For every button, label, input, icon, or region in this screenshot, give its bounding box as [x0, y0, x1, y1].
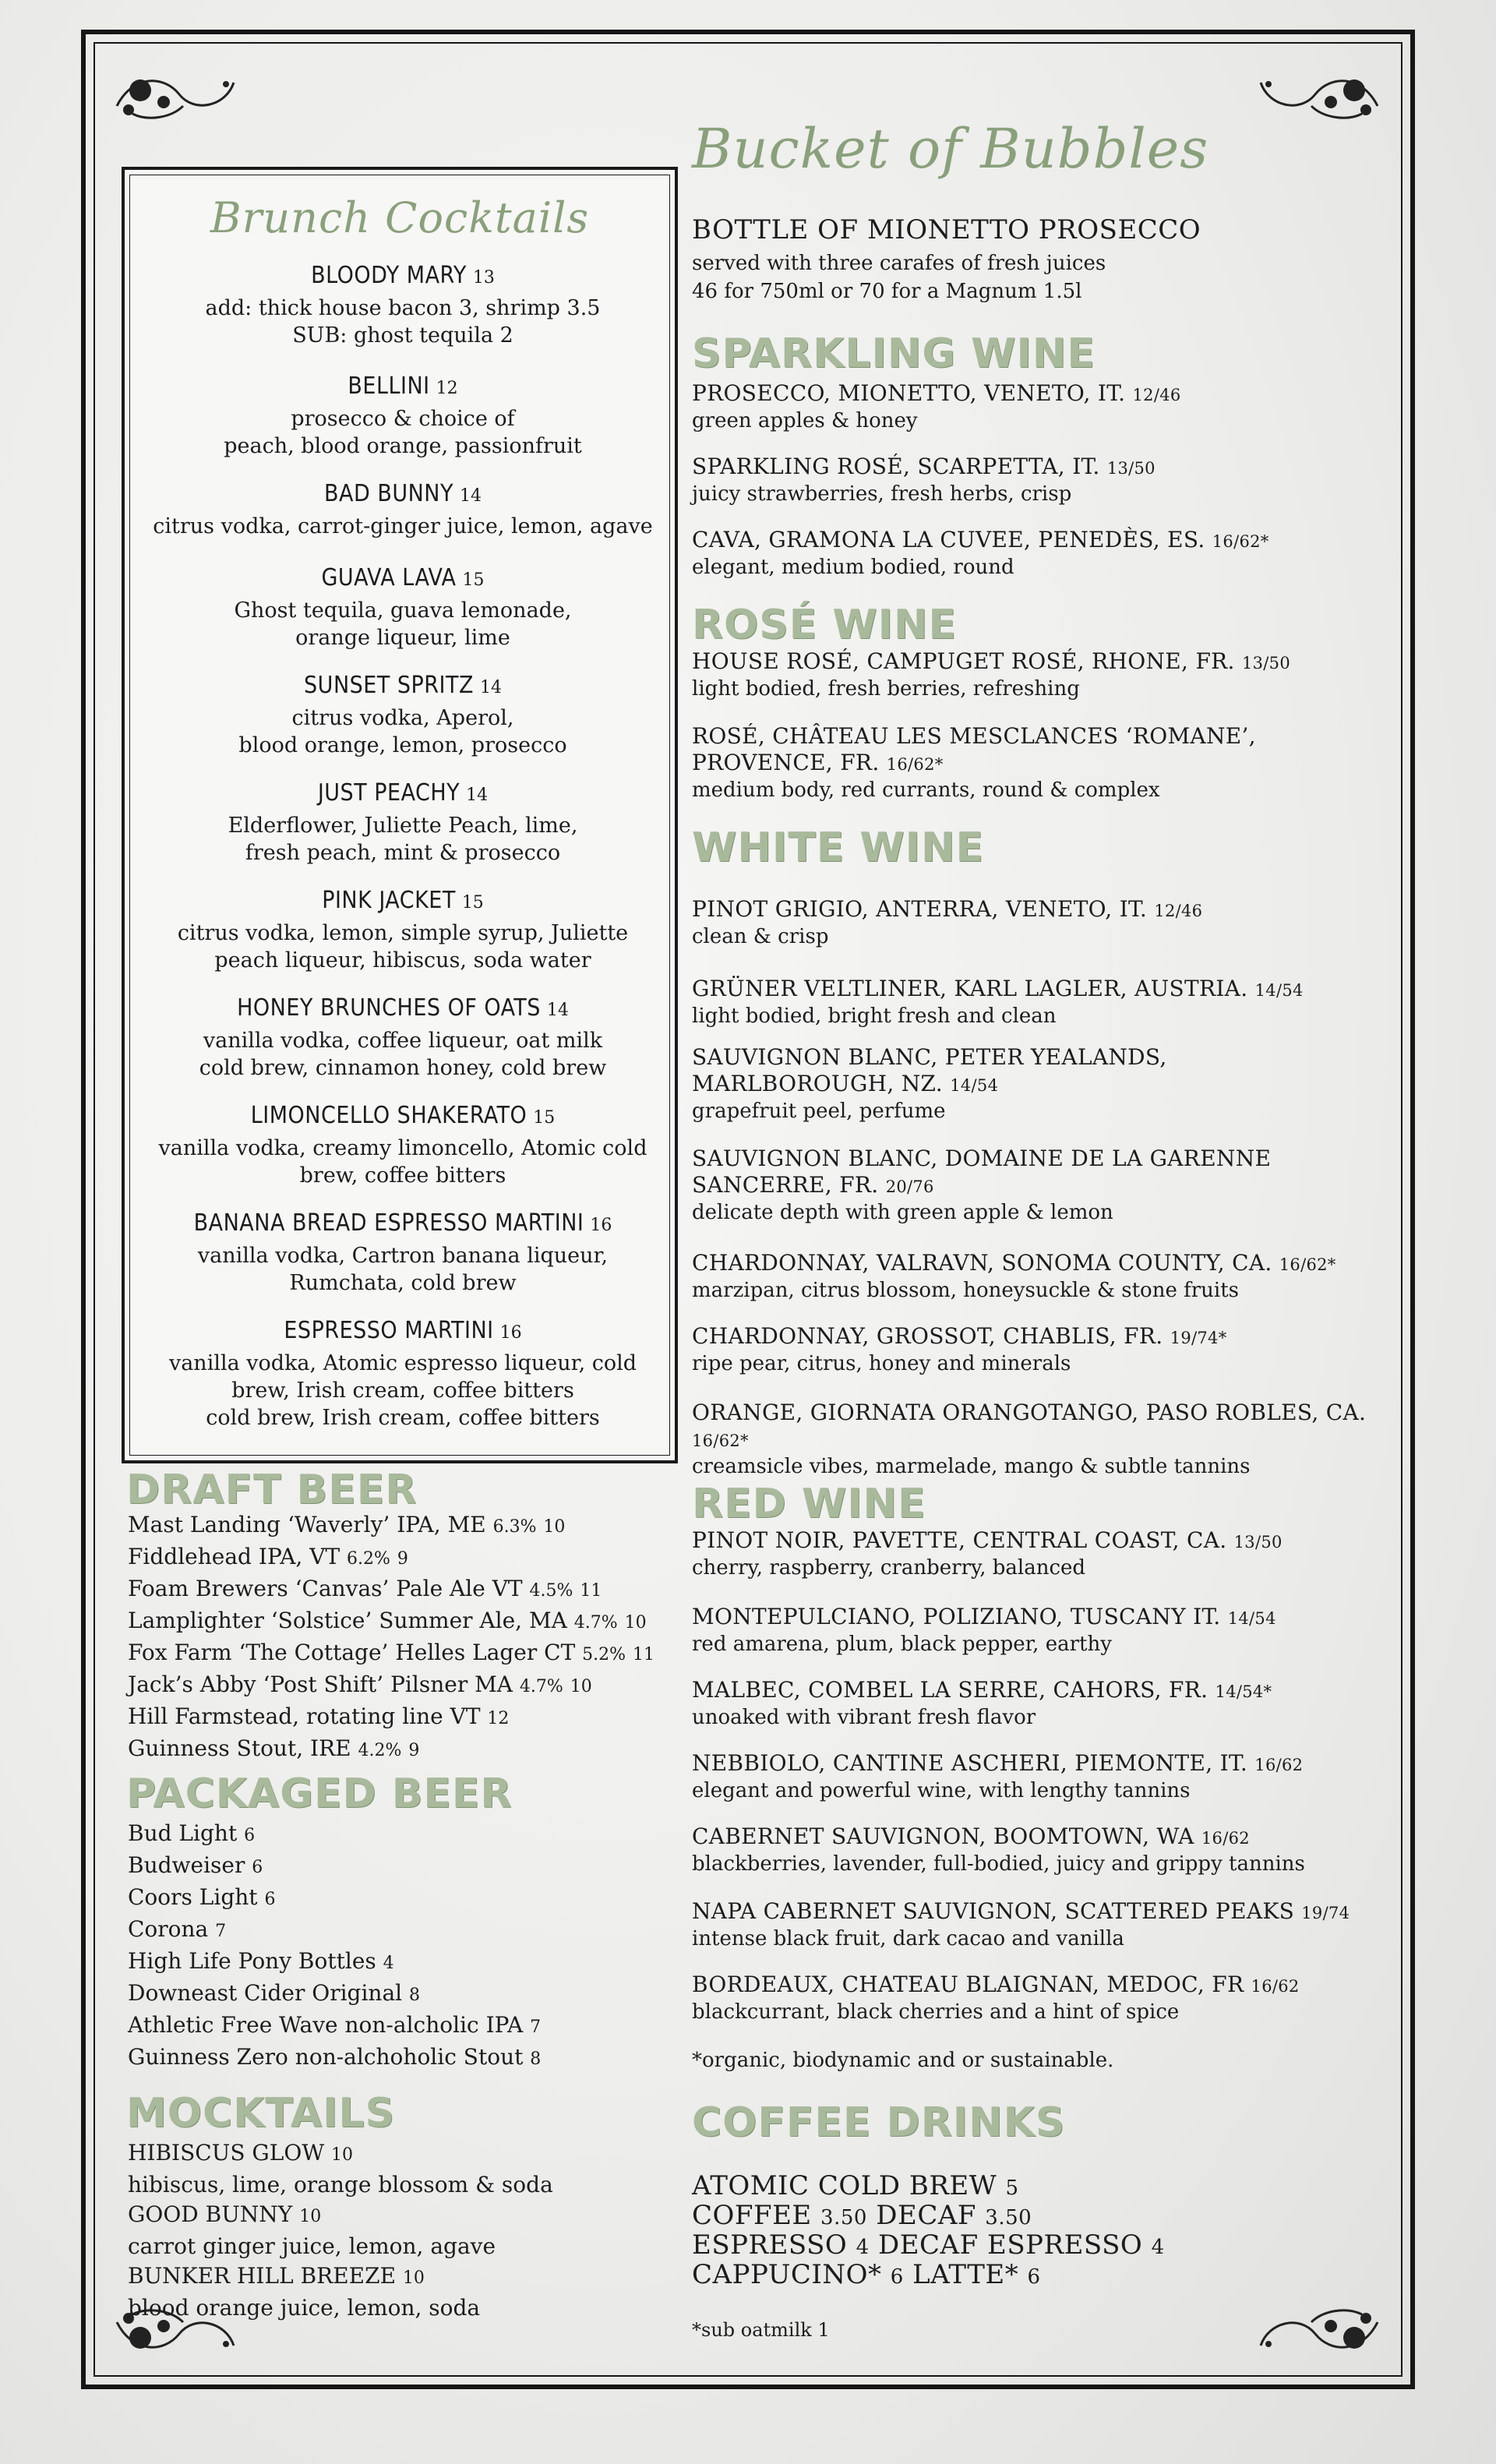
wine-heading: [692, 1677, 1393, 1705]
top-left-ornament-icon: [109, 59, 242, 129]
beer-price: 4: [383, 1954, 394, 1973]
beer-abv: 5.2%: [582, 1645, 626, 1664]
mocktail-description: blood orange juice, lemon, soda: [128, 2295, 481, 2321]
beer-name: High Life Pony Bottles: [128, 1948, 376, 1974]
cocktail-price: 16: [499, 1323, 522, 1343]
wine-name: SPARKLING ROSÉ, SCARPETTA, IT.: [692, 454, 1100, 479]
red-wine-item: [692, 1972, 1393, 2025]
packaged-beer-row: [128, 1915, 541, 1947]
wine-heading: [692, 380, 1393, 408]
cocktail-price: 12: [436, 379, 458, 398]
beer-price: 7: [215, 1922, 227, 1941]
wine-price: 16/62: [1254, 1756, 1304, 1774]
cocktail-item: [136, 779, 670, 867]
cocktail-heading: [136, 672, 670, 704]
bubbles-line-1: served with three carafes of fresh juices: [692, 252, 1106, 275]
wine-price: 12/46: [1132, 386, 1181, 404]
beer-price: 8: [530, 2049, 542, 2069]
sparkling-wine-item: [692, 527, 1393, 580]
wine-price: 20/76: [885, 1177, 934, 1196]
red-wine-item: [692, 1604, 1393, 1657]
cocktail-item: [136, 1102, 670, 1189]
beer-name: Lamplighter ‘Solstice’ Summer Ale, MA: [128, 1608, 567, 1633]
coffee-name: DECAF ESPRESSO: [877, 2229, 1143, 2261]
cocktail-description: Rumchata, cold brew: [289, 1271, 517, 1295]
cocktail-price: 14: [479, 678, 502, 697]
white-wine-item: [692, 1044, 1393, 1124]
wine-name-cont: PROVENCE, FR.: [692, 750, 880, 775]
packaged-beer-row: [128, 1947, 541, 1979]
wine-description: red amarena, plum, black pepper, earthy: [692, 1633, 1112, 1656]
wine-heading: [692, 1172, 1393, 1200]
wine-description: elegant, medium bodied, round: [692, 556, 1014, 579]
oatmilk-note: [692, 2318, 1393, 2342]
cocktail-name: BAD BUNNY: [324, 480, 453, 507]
cocktail-name: BLOODY MARY: [311, 262, 467, 289]
beer-name: Jack’s Abby ‘Post Shift’ Pilsner MA: [128, 1671, 513, 1697]
beer-name: Hill Farmstead, rotating line VT: [128, 1703, 481, 1729]
wine-price: 14/54*: [1215, 1682, 1272, 1701]
bubbles-details: [692, 251, 1393, 304]
cocktail-description: fresh peach, mint & prosecco: [245, 841, 561, 865]
wine-heading: [692, 1323, 1393, 1351]
packaged-beer-row: [128, 1851, 541, 1883]
cocktail-price: 14: [546, 1001, 569, 1020]
beer-name: Downeast Cider Original: [128, 1980, 403, 2006]
beer-price: 10: [624, 1613, 647, 1633]
wine-description: marzipan, citrus blossom, honeysuckle & stone fruits: [692, 1279, 1239, 1302]
wine-price: 13/50: [1106, 459, 1156, 478]
cocktail-name: SUNSET SPRITZ: [304, 672, 474, 699]
cocktail-heading: [136, 372, 670, 405]
cocktail-description: orange liqueur, lime: [295, 626, 510, 650]
coffee-price: 4: [856, 2236, 870, 2259]
white-wine-item: [692, 896, 1393, 949]
sparkling-wine-item: [692, 380, 1393, 433]
cocktail-heading: [136, 1102, 670, 1135]
rose-wine-title: ROSÉ WINE: [692, 602, 958, 648]
coffee-price: 4: [1151, 2236, 1165, 2259]
beer-name: Bud Light: [128, 1820, 238, 1846]
wine-heading: [692, 1250, 1393, 1278]
wine-price: 13/50: [1233, 1533, 1283, 1551]
wine-name: CAVA, GRAMONA LA CUVEE, PENEDÈS, ES.: [692, 527, 1205, 552]
wine-description: unoaked with vibrant fresh flavor: [692, 1706, 1036, 1729]
cocktail-name: JUST PEACHY: [317, 779, 460, 807]
sparkling-wine-title: SPARKLING WINE: [692, 330, 1096, 377]
wine-name: NAPA CABERNET SAUVIGNON, SCATTERED PEAKS: [692, 1898, 1295, 1924]
draft-beer-row: [128, 1670, 654, 1702]
wine-name: CHARDONNAY, GROSSOT, CHABLIS, FR.: [692, 1323, 1163, 1349]
beer-abv: 6.2%: [347, 1549, 390, 1569]
wine-description: light bodied, fresh berries, refreshing: [692, 677, 1080, 701]
beer-name: Mast Landing ‘Waverly’ IPA, ME: [128, 1512, 486, 1537]
organic-note-text: *organic, biodynamic and or sustainable.: [692, 2049, 1114, 2072]
wine-description: blackcurrant, black cherries and a hint of spice: [692, 2000, 1180, 2024]
wine-name-cont: MARLBOROUGH, NZ.: [692, 1071, 944, 1096]
draft-beer-row: [128, 1574, 654, 1606]
cocktail-item: [136, 262, 670, 349]
wine-description: delicate depth with green apple & lemon: [692, 1201, 1113, 1224]
wine-description: ripe pear, citrus, honey and minerals: [692, 1352, 1071, 1375]
cocktail-name: BANANA BREAD ESPRESSO MARTINI: [193, 1209, 584, 1237]
coffee-row: [692, 2171, 1019, 2203]
cocktail-description: vanilla vodka, coffee liqueur, oat milk: [203, 1029, 603, 1053]
mocktail-name: GOOD BUNNY: [128, 2201, 293, 2227]
white-wine-item: [692, 1146, 1393, 1225]
wine-price: 14/54: [1227, 1609, 1276, 1628]
cocktail-name: HONEY BRUNCHES OF OATS: [237, 994, 541, 1022]
wine-heading: [692, 648, 1393, 676]
wine-name: PINOT NOIR, PAVETTE, CENTRAL COAST, CA.: [692, 1527, 1227, 1553]
mocktail-name: BUNKER HILL BREEZE: [128, 2263, 397, 2289]
wine-price: 16/62: [1201, 1829, 1250, 1848]
coffee-price: 5: [1005, 2176, 1019, 2200]
cocktail-description: prosecco & choice of: [291, 407, 515, 431]
coffee-drinks-title: COFFEE DRINKS: [692, 2099, 1066, 2146]
wine-name: NEBBIOLO, CANTINE ASCHERI, PIEMONTE, IT.: [692, 1750, 1248, 1776]
wine-name: SAUVIGNON BLANC, DOMAINE DE LA GARENNE: [692, 1146, 1272, 1171]
draft-beer-row: [128, 1734, 654, 1766]
draft-beer-row: [128, 1510, 654, 1542]
wine-description: grapefruit peel, perfume: [692, 1100, 946, 1123]
cocktail-price: 14: [459, 486, 482, 506]
beer-abv: 4.7%: [519, 1677, 563, 1696]
cocktail-item: [136, 480, 670, 540]
wine-price: 16/62*: [692, 1431, 749, 1450]
cocktail-price: 15: [462, 570, 485, 590]
beer-abv: 6.3%: [492, 1517, 537, 1537]
draft-beer-title: DRAFT BEER: [126, 1467, 418, 1513]
wine-heading: [692, 1750, 1393, 1778]
red-wine-item: [692, 1750, 1393, 1803]
cocktail-description: citrus vodka, carrot-ginger juice, lemon, agave: [153, 514, 653, 538]
rose-wine-item: [692, 723, 1393, 803]
coffee-name: DECAF: [876, 2200, 976, 2231]
cocktail-name: LIMONCELLO SHAKERATO: [250, 1102, 527, 1129]
mocktail-row: [128, 2138, 553, 2170]
coffee-price: 3.50: [820, 2206, 867, 2229]
cocktail-description: peach liqueur, hibiscus, soda water: [214, 948, 591, 973]
coffee-row: [692, 2201, 1032, 2233]
cocktail-description: blood orange, lemon, prosecco: [238, 733, 567, 757]
beer-price: 8: [409, 1986, 421, 2005]
rose-wine-item: [692, 648, 1393, 701]
cocktail-description: Elderflower, Juliette Peach, lime,: [228, 814, 578, 838]
wine-price: 19/74: [1301, 1904, 1350, 1922]
cocktail-heading: [136, 564, 670, 597]
wine-name: CABERNET SAUVIGNON, BOOMTOWN, WA: [692, 1823, 1194, 1849]
top-right-ornament-icon: [1253, 59, 1385, 129]
white-wine-item: [692, 1323, 1393, 1376]
wine-price: 16/62*: [1212, 532, 1269, 551]
wine-heading: [692, 1527, 1393, 1555]
beer-name: Foam Brewers ‘Canvas’ Pale Ale VT: [128, 1576, 523, 1601]
beer-price: 11: [580, 1581, 602, 1601]
cocktail-heading: [136, 1209, 670, 1242]
packaged-beer-row: [128, 1883, 541, 1915]
wine-name: GRÜNER VELTLINER, KARL LAGLER, AUSTRIA.: [692, 976, 1248, 1001]
mocktails-title: MOCKTAILS: [126, 2090, 396, 2137]
wine-heading: [692, 527, 1393, 555]
wine-name: PINOT GRIGIO, ANTERRA, VENETO, IT.: [692, 896, 1148, 922]
wine-heading: [692, 976, 1393, 1004]
cocktail-name: GUAVA LAVA: [321, 564, 457, 591]
beer-price: 9: [408, 1741, 420, 1760]
cocktail-item: [136, 564, 670, 651]
wine-name: SAUVIGNON BLANC, PETER YEALANDS,: [692, 1044, 1167, 1070]
beer-name: Budweiser: [128, 1852, 245, 1878]
coffee-name: CAPPUCINO*: [692, 2259, 882, 2290]
coffee-name: ATOMIC COLD BREW: [692, 2170, 997, 2201]
cocktail-item: [136, 887, 670, 974]
beer-price: 6: [244, 1826, 256, 1845]
brunch-cocktails-title: Brunch Cocktails: [210, 193, 590, 242]
wine-name-cont: SANCERRE, FR.: [692, 1172, 879, 1198]
cocktail-description: vanilla vodka, Atomic espresso liqueur, cold: [168, 1351, 637, 1375]
wine-price: 19/74*: [1170, 1329, 1227, 1347]
bucket-of-bubbles-title: Bucket of Bubbles: [692, 117, 1209, 181]
beer-price: 12: [487, 1709, 510, 1728]
beer-name: Corona: [128, 1916, 209, 1942]
packaged-beer-row: [128, 2010, 541, 2042]
wine-price: 13/50: [1241, 654, 1290, 672]
coffee-row: [692, 2260, 1041, 2292]
cocktail-description: cold brew, Irish cream, coffee bitters: [206, 1406, 600, 1430]
cocktail-heading: [136, 779, 670, 812]
beer-name: Fox Farm ‘The Cottage’ Helles Lager CT: [128, 1640, 576, 1665]
red-wine-item: [692, 1823, 1393, 1876]
coffee-price: 6: [890, 2265, 904, 2289]
wine-heading: [692, 1604, 1393, 1632]
wine-price: 12/46: [1154, 902, 1203, 920]
cocktail-heading: [136, 1317, 670, 1350]
draft-beer-row: [128, 1638, 654, 1670]
beer-price: 10: [570, 1677, 592, 1696]
beer-price: 9: [397, 1549, 408, 1569]
coffee-name: LATTE*: [912, 2259, 1019, 2290]
cocktail-price: 15: [461, 893, 484, 913]
cocktail-price: 14: [466, 785, 489, 805]
mocktail-description: hibiscus, lime, orange blossom & soda: [128, 2172, 553, 2197]
cocktail-name: PINK JACKET: [322, 887, 456, 914]
coffee-name: ESPRESSO: [692, 2229, 848, 2261]
mocktail-row: [128, 2261, 553, 2293]
packaged-beer-row: [128, 2042, 541, 2074]
cocktail-price: 16: [590, 1216, 612, 1235]
wine-price: 14/54: [1254, 981, 1304, 1000]
bubbles-line-2: 46 for 750ml or 70 for a Magnum 1.5l: [692, 280, 1082, 303]
wine-description: medium body, red currants, round & complex: [692, 778, 1160, 802]
cocktail-description: vanilla vodka, Cartron banana liqueur,: [197, 1244, 609, 1268]
beer-abv: 4.2%: [358, 1741, 402, 1760]
bubbles-bottle-heading: BOTTLE OF MIONETTO PROSECCO: [692, 214, 1201, 245]
white-wine-item: [692, 1250, 1393, 1303]
cocktail-heading: [136, 887, 670, 920]
beer-price: 6: [252, 1858, 263, 1877]
wine-heading: [692, 896, 1393, 924]
cocktail-name: ESPRESSO MARTINI: [284, 1317, 494, 1344]
red-wine-item: [692, 1898, 1393, 1951]
white-wine-item: [692, 976, 1393, 1029]
packaged-beer-list: [128, 1819, 541, 2074]
beer-price: 6: [264, 1890, 276, 1909]
wine-description: creamsicle vibes, marmelade, mango & subtle tannins: [692, 1455, 1251, 1478]
wine-heading: [692, 454, 1393, 482]
white-wine-title: WHITE WINE: [692, 824, 985, 871]
cocktail-description: SUB: ghost tequila 2: [292, 323, 513, 348]
organic-note: [692, 2048, 1393, 2073]
mocktail-price: 10: [299, 2207, 322, 2226]
packaged-beer-row: [128, 1979, 541, 2010]
cocktail-name: BELLINI: [348, 372, 430, 400]
wine-heading: [692, 1898, 1393, 1926]
wine-heading: [692, 1400, 1393, 1454]
wine-name: HOUSE ROSÉ, CAMPUGET ROSÉ, RHONE, FR.: [692, 648, 1235, 674]
wine-description: elegant and powerful wine, with lengthy tannins: [692, 1779, 1191, 1802]
beer-name: Guinness Zero non-alchoholic Stout: [128, 2044, 524, 2070]
cocktail-description: Ghost tequila, guava lemonade,: [234, 598, 572, 623]
mocktail-row: [128, 2200, 553, 2232]
cocktail-heading: [136, 994, 670, 1027]
cocktail-item: [136, 1209, 670, 1297]
draft-beer-row: [128, 1542, 654, 1574]
cocktail-item: [136, 1317, 670, 1431]
cocktail-description: peach, blood orange, passionfruit: [224, 434, 582, 458]
white-wine-item: [692, 1400, 1393, 1479]
cocktail-description: citrus vodka, lemon, simple syrup, Juliette: [177, 921, 629, 945]
wine-name: MALBEC, COMBEL LA SERRE, CAHORS, FR.: [692, 1677, 1208, 1703]
beer-abv: 4.7%: [573, 1613, 618, 1633]
cocktail-description: citrus vodka, Aperol,: [291, 706, 514, 730]
wine-description: light bodied, bright fresh and clean: [692, 1004, 1057, 1028]
beer-price: 7: [530, 2017, 542, 2037]
beer-name: Fiddlehead IPA, VT: [128, 1544, 340, 1569]
beer-price: 10: [543, 1517, 566, 1537]
beer-price: 11: [632, 1645, 654, 1664]
mocktail-price: 10: [331, 2145, 354, 2165]
brunch-cocktails-panel: [122, 167, 678, 1463]
red-wine-title: RED WINE: [692, 1481, 926, 1527]
cocktail-description: cold brew, cinnamon honey, cold brew: [199, 1056, 607, 1080]
mocktail-name: HIBISCUS GLOW: [128, 2140, 325, 2166]
wine-name: ROSÉ, CHÂTEAU LES MESCLANCES ‘ROMANE’,: [692, 723, 1256, 749]
draft-beer-list: [128, 1510, 654, 1766]
red-wine-item: [692, 1527, 1393, 1580]
oatmilk-note-text: *sub oatmilk 1: [692, 2319, 830, 2341]
beer-name: Guinness Stout, IRE: [128, 1735, 351, 1761]
wine-description: blackberries, lavender, full-bodied, juicy and grippy tannins: [692, 1852, 1305, 1876]
wine-name: BORDEAUX, CHATEAU BLAIGNAN, MEDOC, FR: [692, 1972, 1244, 1997]
cocktail-description: vanilla vodka, creamy limoncello, Atomic cold: [158, 1136, 647, 1160]
wine-description: intense black fruit, dark cacao and vanilla: [692, 1927, 1124, 1950]
draft-beer-row: [128, 1702, 654, 1734]
cocktail-description: brew, coffee bitters: [299, 1163, 506, 1188]
cocktail-item: [136, 994, 670, 1082]
coffee-price: 6: [1027, 2265, 1041, 2289]
wine-description: juicy strawberries, fresh herbs, crisp: [692, 482, 1072, 506]
wine-name: ORANGE, GIORNATA ORANGOTANGO, PASO ROBLES, CA.: [692, 1400, 1367, 1425]
mocktail-price: 10: [402, 2268, 425, 2288]
cocktail-description: add: thick house bacon 3, shrimp 3.5: [205, 296, 601, 320]
wine-description: clean & crisp: [692, 925, 829, 948]
wine-heading: [692, 1972, 1393, 2000]
wine-heading: [692, 1071, 1393, 1099]
mocktail-description: carrot ginger juice, lemon, agave: [128, 2233, 496, 2259]
wine-heading: [692, 1823, 1393, 1852]
beer-abv: 4.5%: [529, 1581, 573, 1601]
wine-price: 16/62*: [1279, 1255, 1336, 1274]
beer-name: Athletic Free Wave non-alcholic IPA: [128, 2012, 524, 2038]
wine-name: PROSECCO, MIONETTO, VENETO, IT.: [692, 380, 1126, 406]
wine-name: CHARDONNAY, VALRAVN, SONOMA COUNTY, CA.: [692, 1250, 1272, 1276]
packaged-beer-row: [128, 1819, 541, 1851]
wine-description: green apples & honey: [692, 409, 918, 432]
wine-name: MONTEPULCIANO, POLIZIANO, TUSCANY IT.: [692, 1604, 1221, 1629]
cocktail-item: [136, 672, 670, 759]
cocktail-price: 13: [472, 268, 495, 288]
cocktail-heading: [136, 480, 670, 513]
coffee-row: [692, 2230, 1165, 2262]
wine-heading: [692, 750, 1393, 778]
coffee-price: 3.50: [985, 2206, 1032, 2229]
cocktail-heading: [136, 262, 670, 295]
cocktail-description: brew, Irish cream, coffee bitters: [231, 1378, 574, 1403]
mocktails-list: [128, 2138, 553, 2323]
red-wine-item: [692, 1677, 1393, 1730]
packaged-beer-title: PACKAGED BEER: [126, 1770, 513, 1817]
coffee-name: COFFEE: [692, 2200, 812, 2231]
beer-name: Coors Light: [128, 1884, 258, 1910]
wine-description: cherry, raspberry, cranberry, balanced: [692, 1556, 1086, 1580]
wine-price: 16/62*: [886, 755, 944, 774]
wine-price: 16/62: [1251, 1977, 1300, 1996]
wine-price: 14/54: [950, 1076, 999, 1095]
sparkling-wine-item: [692, 454, 1393, 507]
cocktail-price: 15: [533, 1108, 556, 1128]
draft-beer-row: [128, 1606, 654, 1638]
cocktail-item: [136, 372, 670, 460]
